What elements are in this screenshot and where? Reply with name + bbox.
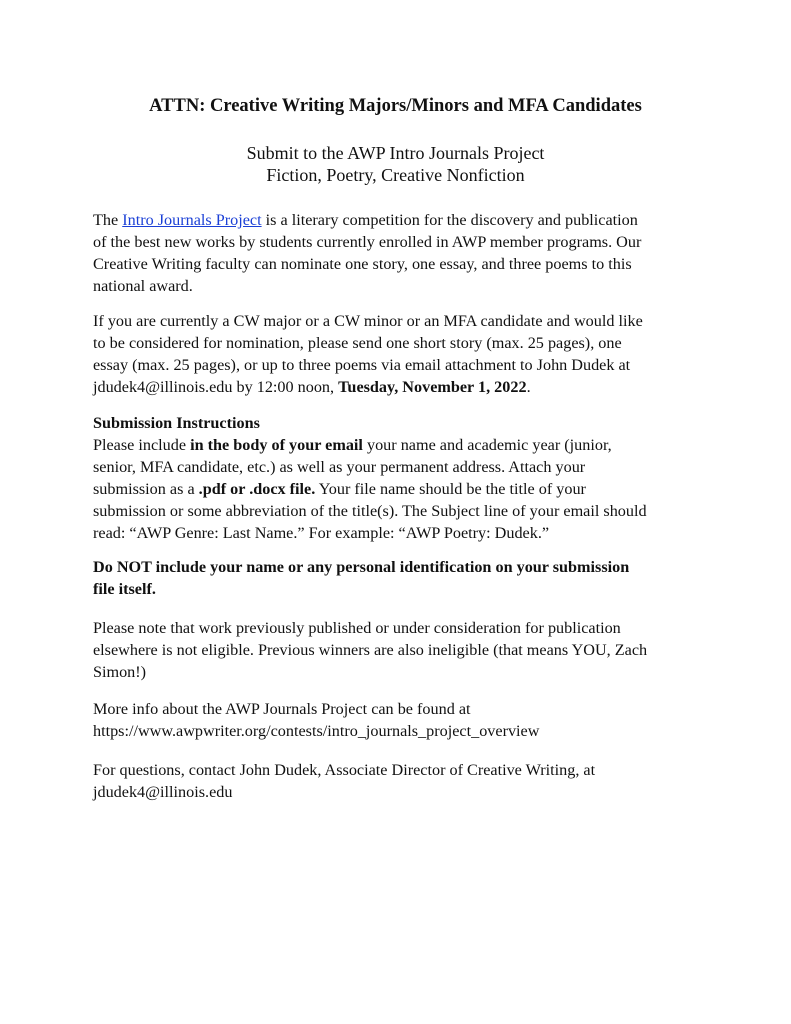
- intro-line-2: of the best new works by students currently enrolled in AWP member programs. Our: [93, 233, 642, 251]
- instructions-line-1-bold: in the body of your email: [190, 436, 363, 454]
- instructions-line-2: senior, MFA candidate, etc.) as well as your permanent address. Attach your: [93, 458, 586, 476]
- note-line-1: Please note that work previously published or under consideration for publication: [93, 619, 621, 637]
- instructions-line-1-rest: your name and academic year (junior,: [362, 436, 612, 454]
- warning-line-1: Do NOT include your name or any personal identification on your submission: [93, 558, 630, 576]
- page-title: ATTN: Creative Writing Majors/Minors and MFA Candidates: [149, 96, 642, 116]
- eligibility-paragraph: [93, 310, 713, 398]
- deadline-date: Tuesday, November 1, 2022: [338, 378, 527, 396]
- intro-line-1: [93, 209, 713, 231]
- eligibility-note-paragraph: [93, 617, 713, 683]
- more-info-paragraph: [93, 698, 713, 742]
- eligibility-line-3: essay (max. 25 pages), or up to three poems via email attachment to John Dudek at: [93, 356, 631, 374]
- instructions-line-3-rest: Your file name should be the title of your: [315, 480, 586, 498]
- intro-prefix: The: [93, 211, 123, 229]
- instructions-line-1-prefix: Please include: [93, 436, 191, 454]
- intro-line-1-text: is a literary competition for the discovery and publication: [261, 211, 638, 229]
- instructions-line-1: [93, 434, 713, 456]
- intro-paragraph: [93, 209, 713, 297]
- eligibility-line-1: If you are currently a CW major or a CW minor or an MFA candidate and would like: [93, 312, 643, 330]
- warning-line-2: file itself.: [93, 580, 156, 598]
- more-info-url: https://www.awpwriter.org/contests/intro_journals_project_overview: [93, 722, 540, 740]
- page-subtitle: Submit to the AWP Intro Journals Project: [246, 143, 545, 163]
- note-line-2: elsewhere is not eligible. Previous winners are also ineligible (that means YOU, Zach: [93, 641, 648, 659]
- instructions-line-5: read: “AWP Genre: Last Name.” For example: “AWP Poetry: Dudek.”: [93, 524, 550, 542]
- instructions-line-4: submission or some abbreviation of the title(s). The Subject line of your email should: [93, 502, 647, 520]
- intro-line-3: Creative Writing faculty can nominate one story, one essay, and three poems to this: [93, 255, 632, 273]
- eligibility-line-4-text: jdudek4@illinois.edu by 12:00 noon,: [93, 378, 339, 396]
- instructions-heading: Submission Instructions: [93, 414, 260, 432]
- genres-subtitle: Fiction, Poetry, Creative Nonfiction: [266, 165, 525, 185]
- instructions-line-3-prefix: submission as a: [93, 480, 199, 498]
- file-format-requirement: .pdf or .docx file.: [198, 480, 316, 498]
- note-line-3: Simon!): [93, 663, 147, 681]
- contact-paragraph: [93, 759, 713, 803]
- intro-journals-project-link[interactable]: Intro Journals Project: [122, 211, 262, 229]
- contact-line-1: For questions, contact John Dudek, Associate Director of Creative Writing, at: [93, 761, 596, 779]
- warning-paragraph: [93, 556, 713, 600]
- intro-line-4: national award.: [93, 277, 193, 295]
- instructions-section: [93, 412, 713, 544]
- more-info-line-1: More info about the AWP Journals Project can be found at: [93, 700, 471, 718]
- eligibility-line-4-suffix: .: [526, 378, 531, 396]
- eligibility-line-4: [93, 376, 713, 398]
- instructions-line-3: [93, 478, 713, 500]
- contact-email: jdudek4@illinois.edu: [93, 783, 233, 801]
- eligibility-line-2: to be considered for nomination, please send one short story (max. 25 pages), one: [93, 334, 622, 352]
